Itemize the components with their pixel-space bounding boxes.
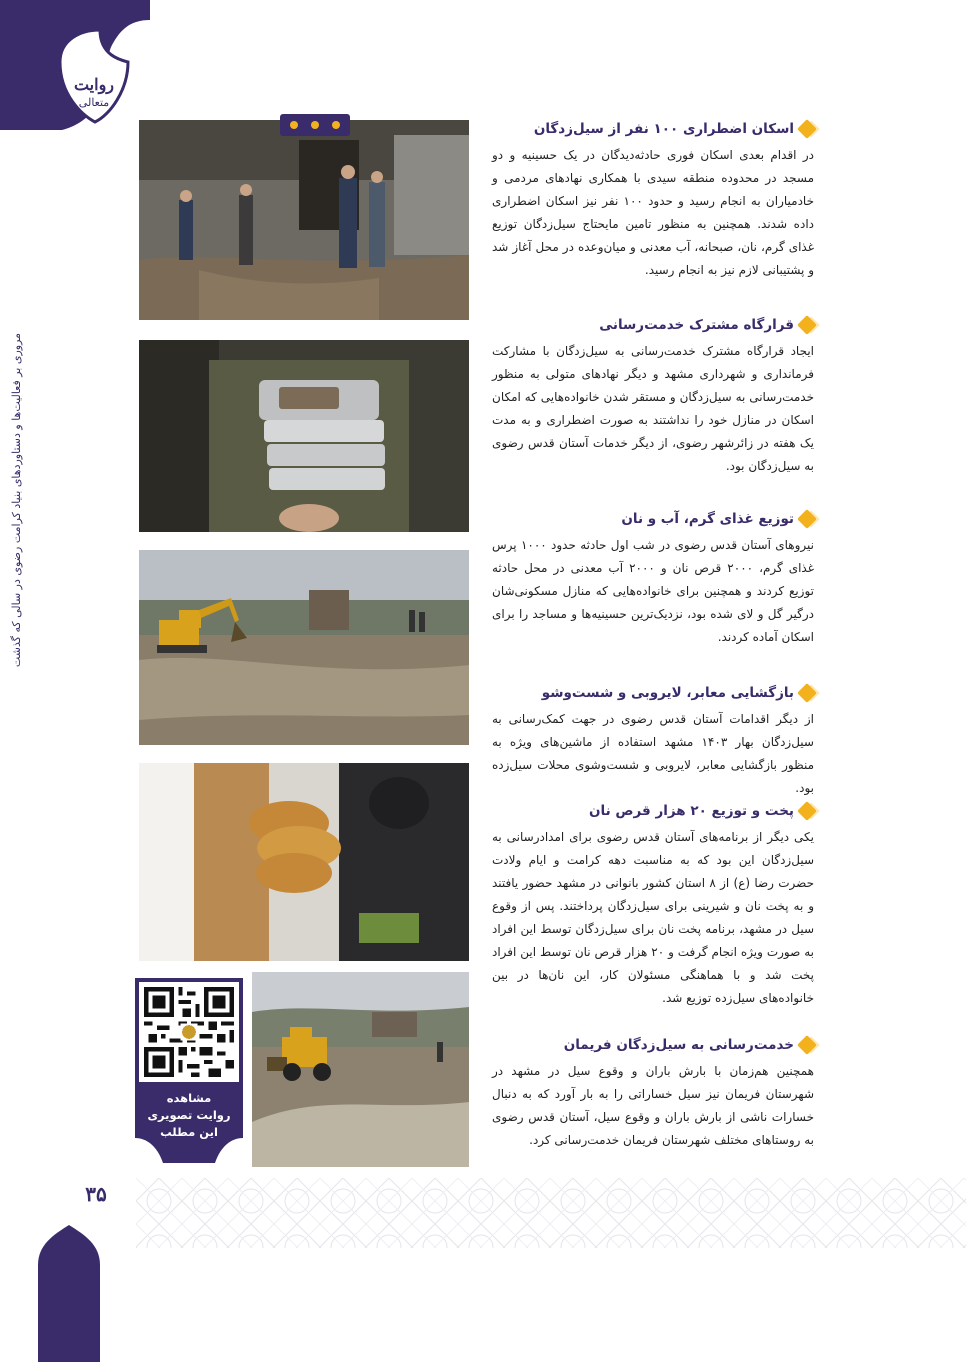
bullet-icon [797, 315, 817, 335]
section-body: در اقدام بعدی اسکان فوری حادثه‌دیدگان در یک حسینیه و دو مسجد در محدوده منطقه سیدی با همکاری نهادهای مردمی و خادمیاران به انجام رسید و حدود ۱۰۰ نفر نیز اسکان اضطراری داده شدند. همچنین به منظور تامین مایحتاج سیل‌زدگان توزیع غذای گرم، نان، صبحانه، آب معدنی و میان‌وعده در محل آغاز شد و پشتیبانی لازم نیز به انجام رسید. [492, 148, 814, 277]
qr-caption [139, 1090, 239, 1141]
section-body: همچنین هم‌زمان با بارش باران و وقوع سیل در مشهد در شهرستان فریمان نیز سیل خساراتی را به بار آورد که به دنبال خسارات ناشی از بارش باران و وقوع سیل، آستان قدس رضوی به روستاهای مختلف شهرستان فریمان خدمت‌رسانی کرد. [492, 1064, 814, 1147]
section-bread [492, 800, 814, 1010]
section-title-text: قرارگاه مشترک خدمت‌رسانی [599, 317, 794, 333]
section-body: ایجاد قرارگاه مشترک خدمت‌رسانی به سیل‌زدگان با مشارکت فرمانداری و شهرداری مشهد و دیگر نهادهای متولی به منظور خدمت‌رسانی به سیل‌زدگان و مستقر شدن خانواده‌هایی که امکان اسکان در منازل خود را نداشتند به صورت اضطراری و به مدت یک هفته در زائرشهر رضوی، از دیگر خدمات آستان قدس رضوی به سیل‌زدگان بود. [492, 344, 814, 473]
section-headquarters [492, 314, 814, 478]
section-title-text: اسکان اضطراری ۱۰۰ نفر از سیل‌زدگان [533, 121, 794, 137]
logo-arch [0, 0, 150, 160]
section-title [492, 682, 814, 704]
svg-text:روایت: روایت [73, 75, 115, 94]
section-fariman [492, 1034, 814, 1152]
section-body: از دیگر اقدامات آستان قدس رضوی در جهت کمک‌رسانی به سیل‌زدگان بهار ۱۴۰۳ مشهد استفاده از ماشین‌های ویژه به منظور بازگشایی معابر، لایروبی و شست‌وشوی محلات سیل‌زده بود. [492, 712, 814, 795]
bullet-icon [797, 801, 817, 821]
bullet-icon [797, 683, 817, 703]
bottom-tab-ornament [38, 1225, 100, 1362]
bullet-icon [797, 119, 817, 139]
svg-text:متعالی: متعالی [78, 96, 110, 109]
photo-bread [139, 763, 469, 961]
section-shelter [492, 118, 814, 282]
section-body: نیروهای آستان قدس رضوی در شب اول حادثه حدود ۱۰۰۰ پرس غذای گرم، ۲۰۰۰ قرص نان و ۲۰۰۰ آب معدنی در محل حادثه توزیع کردند و همچنین برای خانواده‌هایی که منازل مسکونی‌شان درگیر گل و لای شده بود، نزدیک‌ترین حسینیه‌ها و مساجد را برای اسکان آماده کردند. [492, 538, 815, 644]
section-title-text: پخت و توزیع ۲۰ هزار قرص نان [589, 803, 794, 819]
qr-line2: روایت تصویری [147, 1108, 231, 1122]
qr-code-icon[interactable] [144, 987, 234, 1077]
photo-shelter [139, 120, 469, 320]
section-clearing [492, 682, 814, 800]
section-hot-food [492, 508, 814, 649]
section-title [492, 1034, 814, 1056]
page-number: ۳۵ [85, 1182, 107, 1206]
section-title [492, 800, 814, 822]
left-band [0, 0, 150, 1362]
section-title-text: توزیع غذای گرم، آب و نان [621, 511, 794, 527]
section-title [492, 118, 814, 140]
photo-food-boxes [139, 340, 469, 532]
bullet-icon [797, 509, 817, 529]
photo-excavator [139, 550, 469, 745]
bullet-icon [797, 1035, 817, 1055]
section-title [492, 314, 814, 336]
qr-card[interactable] [135, 978, 243, 1163]
geometric-pattern [136, 1178, 966, 1248]
qr-line3: این مطلب [160, 1125, 218, 1139]
section-title-text: خدمت‌رسانی به سیل‌زدگان فریمان [563, 1037, 794, 1053]
qr-line1: مشاهده [166, 1091, 212, 1105]
photo-loader [252, 972, 469, 1167]
photo-ornament [280, 114, 350, 136]
section-body: یکی دیگر از برنامه‌های آستان قدس رضوی برای امدادرسانی به سیل‌زدگان این بود که به مناسبت دهه کرامت و ایام ولادت حضرت رضا (ع) از ۸ استان کشور بانوانی در مشهد حضور یافتند و به پخت نان و شیرینی برای سیل‌زدگان پرداختند. پس از وقوع سیل در مشهد، برنامه پخت نان برای سیل‌زدگان توسط این افراد به صورت ویژه انجام گرفت و ۲۰ هزار قرص نان توسط این افراد پخت شد و با هماهنگی مسئولان کار، این نان‌ها در بین خانواده‌های سیل‌زده توزیع شد. [492, 830, 814, 1005]
section-title [492, 508, 814, 530]
vertical-caption: مروری بر فعالیت‌ها و دستاوردهای بنیاد کرامت رضوی در سالی که گذشت [10, 332, 23, 668]
section-title-text: بازگشایی معابر، لایروبی و شست‌وشو [541, 685, 794, 701]
